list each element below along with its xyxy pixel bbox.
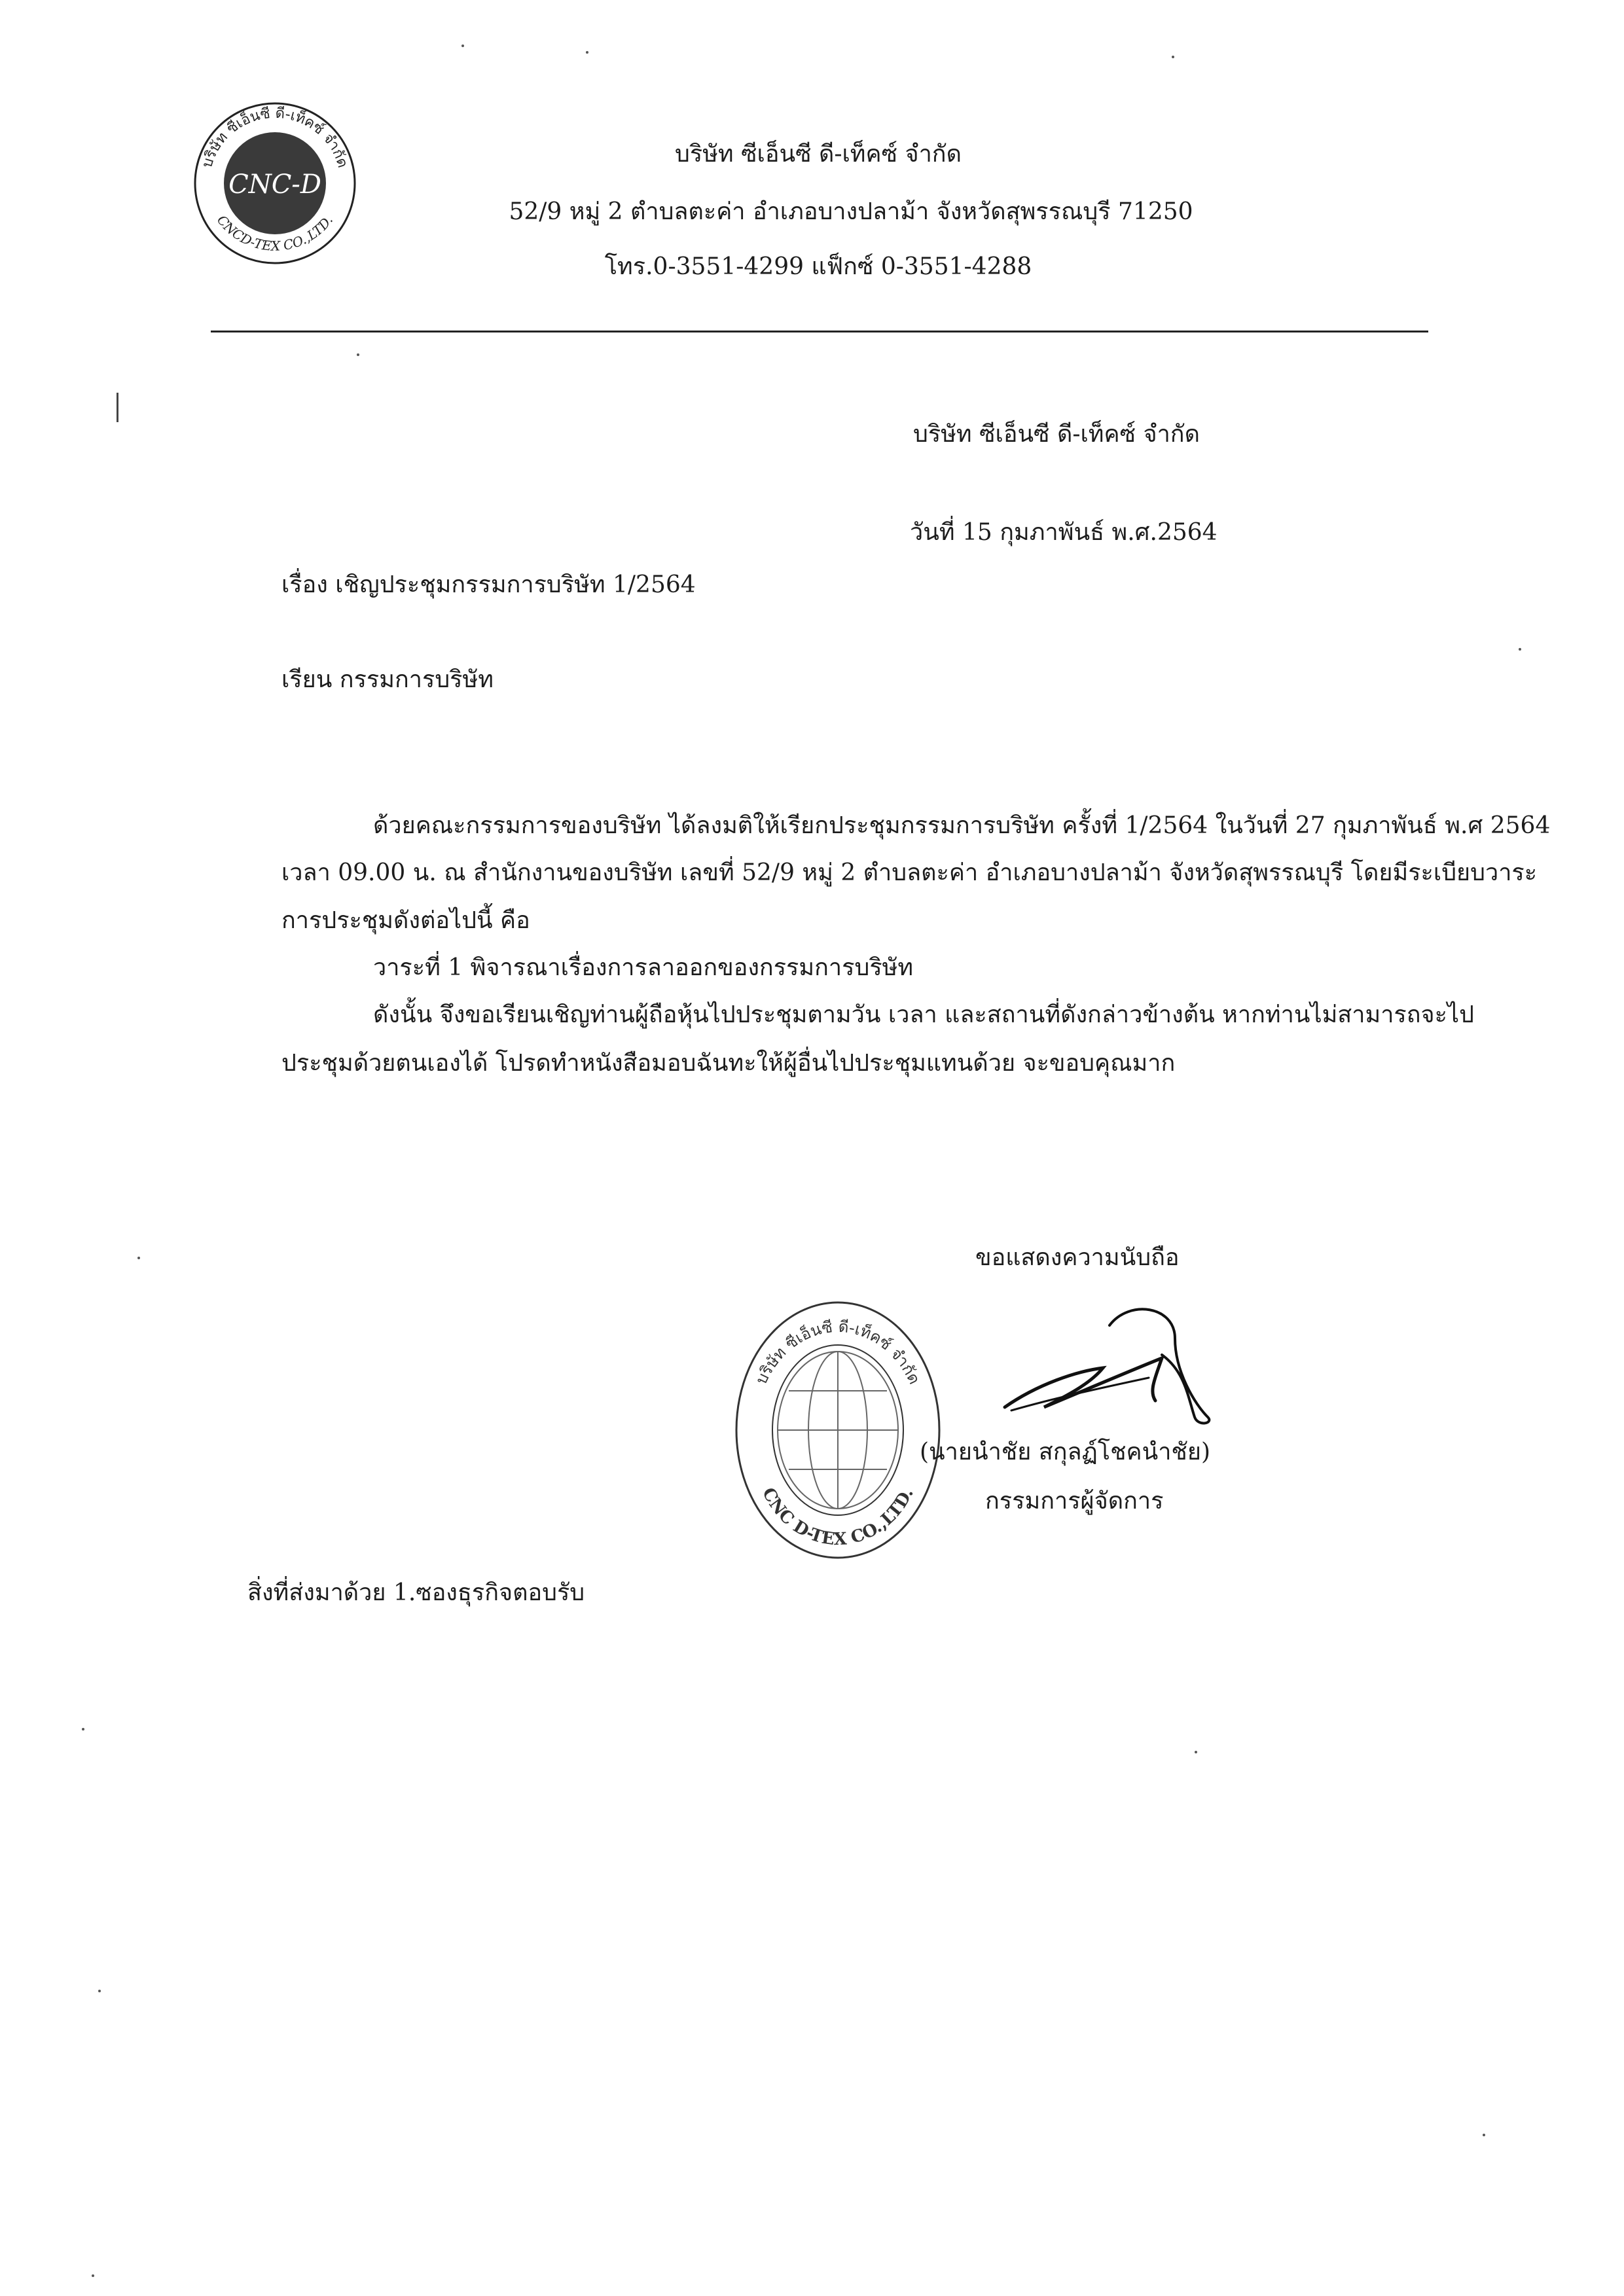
- letterhead-divider: [211, 331, 1428, 332]
- scan-speck: [1195, 1751, 1197, 1753]
- handwritten-signature: [998, 1299, 1214, 1430]
- letterhead-address: 52/9 หมู่ 2 ตำบลตะค่า อำเภอบางปลาม้า จังหวัดสุพรรณบุรี 71250: [509, 198, 1193, 225]
- scan-speck: [1519, 648, 1521, 651]
- logo-monogram: CNC-D: [228, 170, 321, 200]
- scan-speck: [92, 2274, 94, 2277]
- letterhead-company-name: บริษัท ซีเอ็นซี ดี-เท็คซ์ จำกัด: [675, 141, 962, 168]
- scan-speck: [586, 51, 588, 54]
- company-seal: [730, 1293, 946, 1568]
- logo-ring-top-text: บริษัท ซีเอ็นซี ดี-เท็คซ์ จำกัด: [199, 105, 351, 170]
- signatory-title: กรรมการผู้จัดการ: [985, 1488, 1164, 1515]
- company-logo: [190, 98, 360, 268]
- body-line-6: ประชุมด้วยตนเองได้ โปรดทำหนังสือมอบฉันทะให้ผู้อื่นไปประชุมแทนด้วย จะขอบคุณมาก: [281, 1050, 1176, 1077]
- body-line-2: เวลา 09.00 น. ณ สำนักงานของบริษัท เลขที่ 52/9 หมู่ 2 ตำบลตะค่า อำเภอบางปลาม้า จังหวัดสุพรรณบุรี โดยมีระเบียบวาระ: [281, 859, 1538, 886]
- scan-speck: [1483, 2134, 1485, 2136]
- body-line-1: ด้วยคณะกรรมการของบริษัท ได้ลงมติให้เรียกประชุมกรรมการบริษัท ครั้งที่ 1/2564 ในวันที่ 27 กุมภาพันธ์ พ.ศ 2564: [373, 812, 1551, 839]
- signatory-name: (นายนำชัย สกุลฏ์โชคนำชัย): [920, 1439, 1211, 1465]
- body-line-5: ดังนั้น จึงขอเรียนเชิญท่านผู้ถือหุ้นไปประชุมตามวัน เวลา และสถานที่ดังกล่าวข้างต้น หากท่านไม่สามารถจะไป: [373, 1001, 1474, 1028]
- scan-speck: [137, 1257, 140, 1259]
- letter-date: วันที่ 15 กุมภาพันธ์ พ.ศ.2564: [910, 519, 1218, 546]
- enclosure-line: สิ่งที่ส่งมาด้วย 1.ซองธุรกิจตอบรับ: [247, 1579, 585, 1606]
- letterhead-contact: โทร.0-3551-4299 แฟ็กซ์ 0-3551-4288: [604, 253, 1032, 280]
- seal-ring-top-text: บริษัท ซีเอ็นซี ดี-เท็คซ์ จำกัด: [751, 1317, 924, 1388]
- scan-speck: [461, 45, 464, 47]
- scan-mark: [117, 393, 118, 422]
- scan-speck: [82, 1728, 84, 1731]
- subject-line: เรื่อง เชิญประชุมกรรมการบริษัท 1/2564: [281, 571, 696, 598]
- scan-speck: [357, 353, 359, 356]
- sender-name: บริษัท ซีเอ็นซี ดี-เท็คซ์ จำกัด: [913, 421, 1200, 448]
- scan-speck: [98, 1990, 101, 1992]
- closing-phrase: ขอแสดงความนับถือ: [975, 1244, 1180, 1271]
- scan-speck: [1172, 56, 1174, 58]
- logo-ring-bottom-text: CNCD-TEX CO.,LTD.: [213, 212, 336, 254]
- recipient-line: เรียน กรรมการบริษัท: [281, 666, 494, 693]
- body-line-3: การประชุมดังต่อไปนี้ คือ: [281, 907, 530, 934]
- seal-ring-bottom-text: CNC D-TEX CO.,LTD.: [758, 1484, 918, 1550]
- agenda-item-1: วาระที่ 1 พิจารณาเรื่องการลาออกของกรรมการบริษัท: [373, 954, 914, 981]
